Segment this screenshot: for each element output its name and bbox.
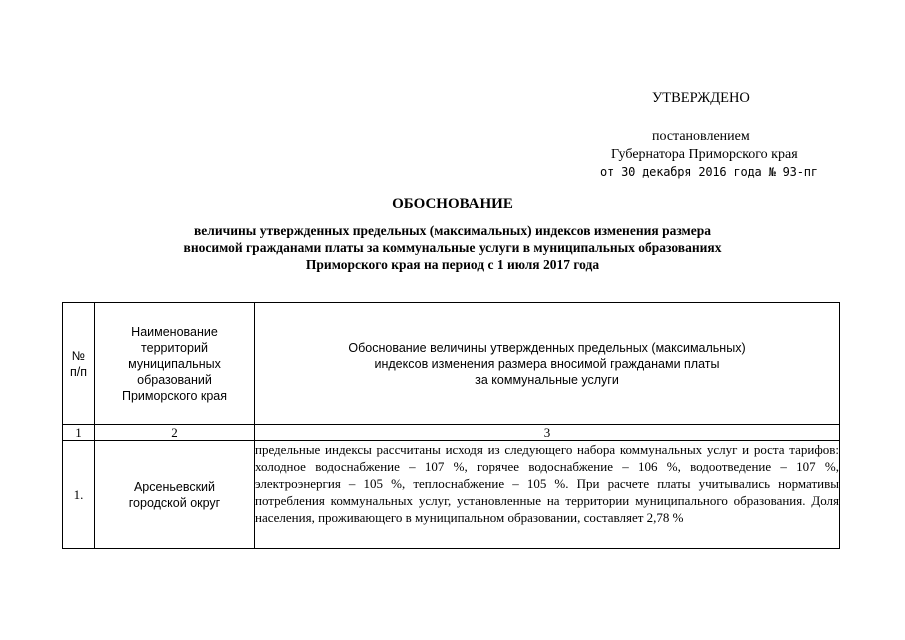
table-header-row (63, 303, 840, 425)
header-number-line: № (71, 348, 86, 363)
approval-date: от 30 декабря 2016 года № 93-пг (600, 165, 818, 179)
document-title: ОБОСНОВАНИЕ (392, 196, 513, 212)
subtitle-line: Приморского края на период с 1 июля 2017 года (305, 257, 600, 272)
column-number-row (63, 425, 840, 441)
approval-title: УТВЕРЖДЕНО (652, 90, 750, 106)
header-name-line: образований (137, 372, 212, 387)
subtitle-line: величины утвержденных предельных (максимальных) индексов изменения размера (193, 223, 712, 238)
header-name-line: Приморского края (121, 388, 228, 403)
approval-org: Губернатора Приморского края (611, 147, 798, 162)
row-name-line: Арсеньевский (133, 479, 216, 494)
row-number: 1. (63, 441, 95, 549)
header-name-line: Наименование (131, 324, 218, 339)
column-number: 2 (95, 425, 255, 441)
header-basis-line: Обоснование величины утвержденных предельных (максимальных) (348, 340, 746, 355)
header-name-line: территорий (141, 340, 208, 355)
row-justification-text: предельные индексы рассчитаны исходя из следующего набора коммунальных услуг и роста тарифов: холодное водоснабжение – 107 %, горячее водоснабжение – 106 %, водоотведение – 107 %, электроэнергия – 105 %, теплоснабжение – 105 %. При расчете платы учитывались нормативы потребления коммунальных услуг, установленные на территории муниципального образования. Доля населения, проживающего в муниципальном образовании, составляет 2,78 % (255, 441, 840, 549)
column-number: 3 (255, 425, 840, 441)
header-justification (255, 303, 840, 425)
approval-by: постановлением (652, 129, 750, 144)
row-name-line: городской округ (128, 495, 221, 510)
header-name-line: муниципальных (128, 356, 221, 371)
table-row (63, 441, 840, 549)
header-basis-line: за коммунальные услуги (475, 372, 619, 387)
document-subtitle (140, 222, 765, 273)
subtitle-line: вносимой гражданами платы за коммунальные услуги в муниципальных образованиях (183, 240, 722, 255)
header-number-line: п/п (69, 364, 87, 379)
justification-table (62, 302, 840, 549)
row-territory-name (95, 441, 255, 549)
header-territory-name (95, 303, 255, 425)
header-number (63, 303, 95, 425)
header-basis-line: индексов изменения размера вносимой гражданами платы (374, 356, 720, 371)
column-number: 1 (63, 425, 95, 441)
